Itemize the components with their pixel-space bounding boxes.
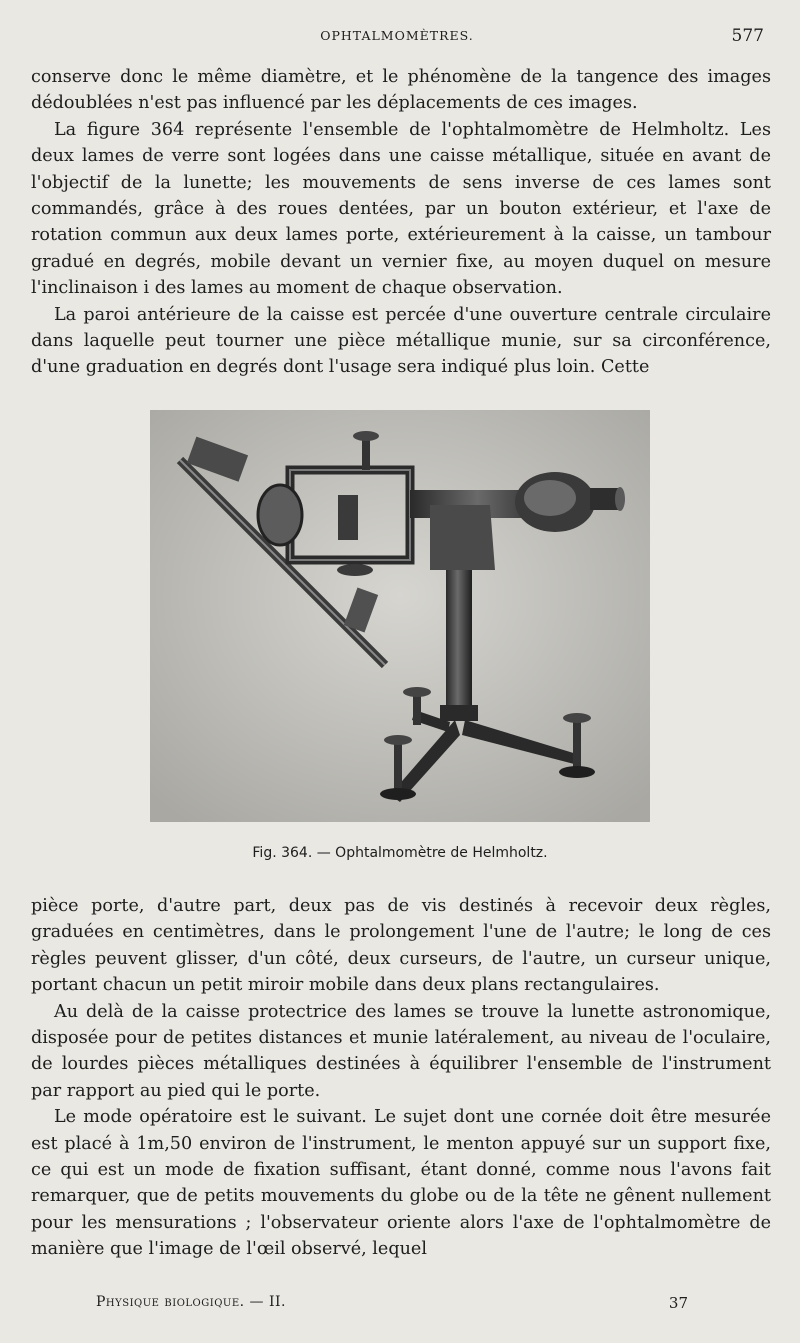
page-number: 577 (731, 26, 764, 46)
body-text-bottom (31, 893, 771, 1263)
figure-caption: Fig. 364. — Ophtalmomètre de Helmholtz. (252, 845, 548, 861)
footer-book-title: Physique biologique. — II. (96, 1294, 286, 1310)
paragraph: La figure 364 représente l'ensemble de l'ophtalmomètre de Helmholtz. Les deux lames de verre sont logées dans une caisse métallique, située en avant de l'objectif de la lunette; les mouvements de sens inverse de ces lames sont commandés, grâce à des roues dentées, par un bouton extérieur, et l'axe de rotation commun aux deux lames porte, extérieurement à la caisse, un tambour gradué en degrés, mobile devant un vernier fixe, au moyen duquel on mesure l'inclinaison i des lames au moment de chaque observation. (31, 119, 771, 299)
paragraph: pièce porte, d'autre part, deux pas de vis destinés à recevoir deux règles, graduées en centimètres, dans le prolongement l'une de l'autre; le long de ces règles peuvent glisser, d'un côté, deux curseurs, de l'autre, un curseur unique, portant chacun un petit miroir mobile dans deux plans rectangulaires. (31, 896, 771, 996)
paragraph: La paroi antérieure de la caisse est percée d'une ouverture centrale circulaire dans laquelle peut tourner une pièce métallique munie, sur sa circonférence, d'une graduation en degrés dont l'usage sera indiqué plus loin. Cette (31, 304, 771, 378)
ophthalmometer-illustration (150, 410, 650, 822)
running-head (30, 28, 764, 48)
page-footer (96, 1294, 688, 1316)
paragraph: conserve donc le même diamètre, et le phénomène de la tangence des images dédoublées n'est pas influencé par les déplacements de ces images. (31, 67, 771, 114)
paragraph: Au delà de la caisse protectrice des lames se trouve la lunette astronomique, disposée pour de petites distances et munie latéralement, au niveau de l'oculaire, de lourdes pièces métalliques destinées à équilibrer l'ensemble de l'instrument par rapport au pied qui le porte. (31, 1001, 771, 1101)
figure-ophthalmometer (150, 410, 650, 822)
footer-signature-number: 37 (668, 1294, 688, 1312)
paragraph: Le mode opératoire est le suivant. Le sujet dont une cornée doit être mesurée est placé à 1m,50 environ de l'instrument, le menton appuyé sur un support fixe, ce qui est un mode de fixation suffisant, étant donné, comme nous l'avons fait remarquer, que de petits mouvements du globe ou de la tête ne gênent nullement pour les mensurations ; l'observateur oriente alors l'axe de l'ophtalmomètre de manière que l'image de l'œil observé, lequel (31, 1107, 771, 1260)
body-text-top (31, 64, 771, 381)
running-title: OPHTALMOMÈTRES. (320, 28, 474, 43)
